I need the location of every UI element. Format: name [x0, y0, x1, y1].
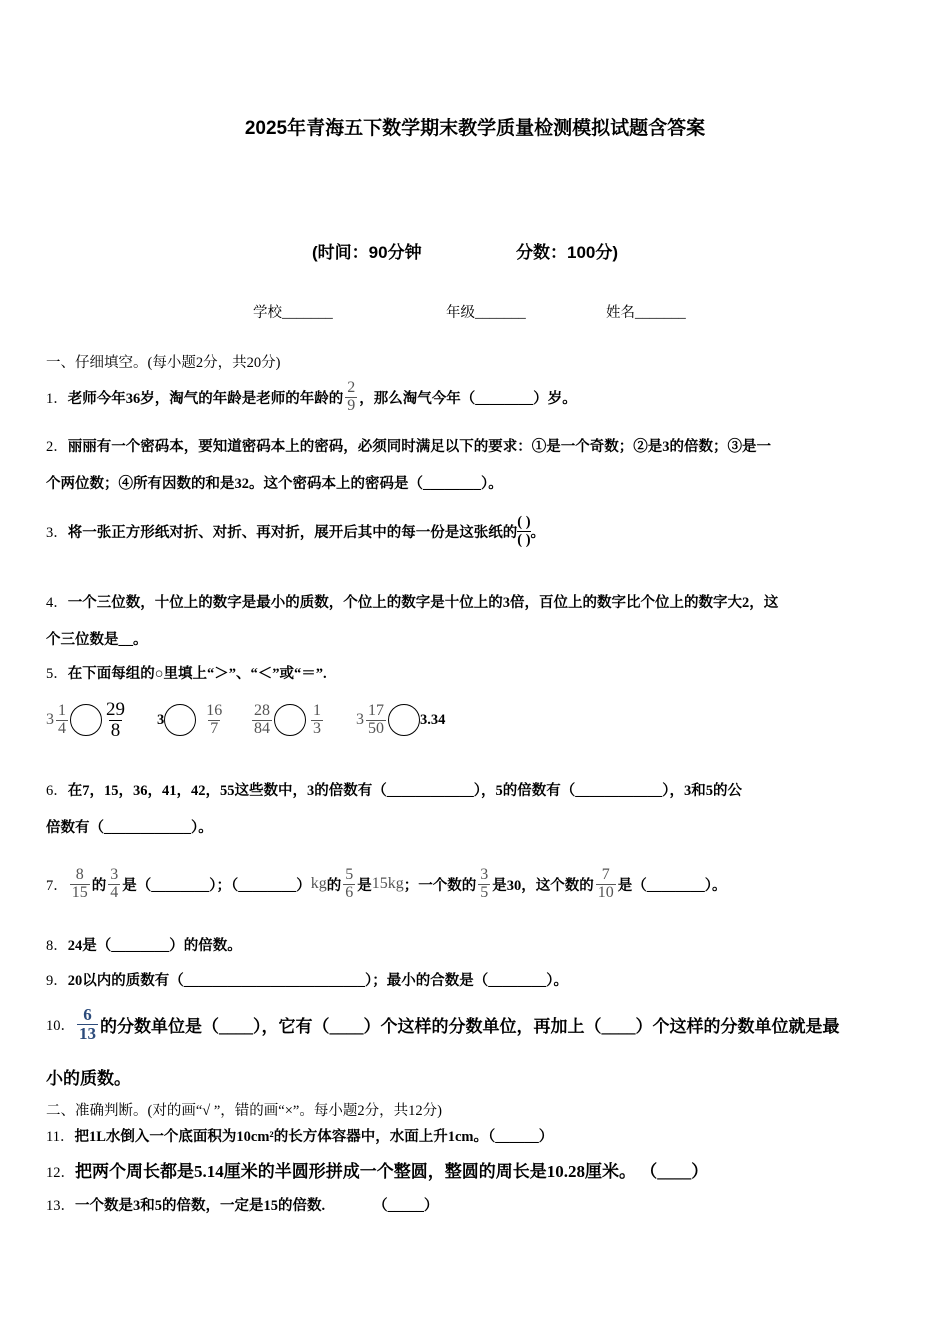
question-12 [46, 1157, 708, 1182]
question-number: 13． [46, 1198, 75, 1214]
page-title: 2025年青海五下数学期末教学质量检测模拟试题含答案 [244, 118, 706, 139]
question-number: 2． [46, 439, 68, 455]
question-13 [46, 1194, 438, 1215]
whole-number: 3 [356, 711, 364, 728]
question-1 [46, 376, 577, 418]
exam-time: (时间：90分钟 [312, 243, 422, 262]
question-text: 在7，15，36，41，42，55这些数中，3的倍数有（____________），5的倍数有（____________），3和5的公 [67, 783, 742, 799]
comparison-group-4 [356, 694, 445, 746]
question-text: 一个数是3和5的倍数，一定是15的倍数. [75, 1198, 326, 1214]
blank-fraction[interactable]: ( ) ( ) [517, 513, 531, 548]
fraction: $\frac{29}{8}$ [106, 698, 125, 741]
fraction: $\frac{28}{84}$ [254, 701, 270, 737]
question-9 [46, 969, 568, 990]
section1-heading: 一、仔细填空。(每小题2分，共20分) [46, 355, 281, 371]
question-number: 4． [46, 595, 68, 611]
compare-circle[interactable] [70, 704, 102, 736]
fraction: $\frac{3}{5}$ [480, 865, 489, 901]
comparison-group-3 [250, 694, 325, 746]
question-10-line2: 小的质数。 [46, 1069, 131, 1088]
question-text: 在下面每组的○里填上“＞”、“＜”或“＝”. [67, 666, 327, 682]
fraction: $\frac{6}{13}$ [79, 1004, 96, 1043]
question-text: 老师今年36岁，淘气的年龄是老师的年龄的 [67, 390, 344, 407]
question-number: 9． [46, 973, 68, 989]
question-4 [46, 591, 778, 612]
question-text: 丽丽有一个密码本，要知道密码本上的密码，必须同时满足以下的要求：①是一个奇数；②是3的倍数；③是一 [67, 439, 771, 455]
fraction: $\frac{16}{7}$ [206, 701, 223, 737]
question-text: 是（________）。 [617, 877, 727, 894]
compare-circle[interactable] [274, 704, 306, 736]
question-text: 24是（________）的倍数。 [67, 938, 242, 954]
question-text: 的 [91, 877, 107, 894]
question-number: 12． [46, 1165, 75, 1181]
question-2 [46, 435, 771, 456]
fraction: $\frac{1}{4}$ [58, 701, 66, 737]
question-number: 7． [46, 877, 68, 894]
left-value: 3 [157, 711, 165, 728]
question-text: 把1L水倒入一个底面积为10cm²的长方体容器中，水面上升1cm。（______） [74, 1129, 554, 1145]
question-6 [46, 779, 742, 800]
question-6-line2: 倍数有（____________）。 [46, 820, 213, 836]
fraction: $\frac{7}{10}$ [597, 865, 614, 901]
question-text: 是30，这个数的 [492, 877, 594, 894]
question-end: 。 [530, 524, 546, 541]
unit-15kg: 15kg [371, 875, 404, 892]
question-2-line2: 个两位数；④所有因数的和是32。这个密码本上的密码是（________）。 [46, 476, 503, 492]
answer-blank[interactable]: （_____） [373, 1198, 439, 1214]
question-text: ；一个数的 [403, 877, 477, 894]
comparison-group-2 [157, 694, 226, 746]
question-text: 的分数单位是（____），它有（____）个这样的分数单位，再加上（____）个这样的分数单位就是最 [100, 1016, 840, 1036]
question-number: 3． [46, 524, 68, 541]
question-text: 将一张正方形纸对折、对折、再对折，展开后其中的每一份是这张纸的 [67, 524, 518, 541]
question-5 [46, 662, 327, 683]
question-text: 20以内的质数有（_________________________）；最小的合数是（________）。 [67, 973, 568, 989]
right-value: 3.34 [420, 711, 446, 728]
question-10 [46, 998, 840, 1050]
question-text: 是 [357, 877, 372, 894]
question-number: 1． [46, 390, 68, 407]
exam-score: 分数：100分) [516, 243, 619, 262]
question-number: 6． [46, 783, 68, 799]
fraction: $\frac{8}{15}$ [71, 865, 88, 901]
compare-circle[interactable] [388, 704, 420, 736]
unit-kg: kg [310, 875, 327, 892]
fraction: $\frac{17}{50}$ [368, 701, 384, 737]
comparison-group-1 [46, 694, 129, 746]
whole-number: 3 [46, 711, 54, 728]
question-text: 把两个周长都是5.14厘米的半圆形拼成一个整圆，整圆的周长是10.28厘米。 （____） [75, 1162, 709, 1181]
question-number: 8． [46, 938, 68, 954]
fraction: $\frac{1}{3}$ [313, 701, 321, 737]
section2-heading: 二、准确判断。(对的画“√ ”，错的画“×”。每小题2分，共12分) [46, 1103, 442, 1119]
question-number: 5． [46, 666, 68, 682]
question-8 [46, 934, 242, 955]
question-4-line2: 个三位数是__。 [46, 632, 148, 648]
question-3 [46, 505, 545, 557]
fraction: $\frac{3}{4}$ [110, 865, 119, 901]
question-text: ，那么淘气今年（________）岁。 [359, 390, 577, 407]
question-text: 是（________）；（________） [122, 877, 311, 894]
grade-field[interactable]: 年级_______ [446, 305, 526, 321]
name-field[interactable]: 姓名_______ [606, 305, 686, 321]
question-7 [46, 850, 727, 918]
question-text: 的 [326, 877, 342, 894]
fraction: $\frac{2}{9}$ [347, 378, 356, 414]
question-text: 一个三位数，十位上的数字是最小的质数，个位上的数字是十位上的3倍，百位上的数字比个位上的数字大2，这 [67, 595, 779, 611]
question-number: 11． [46, 1129, 75, 1145]
question-number: 10． [46, 1017, 75, 1034]
compare-circle[interactable] [164, 704, 196, 736]
fraction: $\frac{5}{6}$ [345, 865, 354, 901]
school-field[interactable]: 学校_______ [253, 305, 333, 321]
question-11 [46, 1125, 553, 1146]
